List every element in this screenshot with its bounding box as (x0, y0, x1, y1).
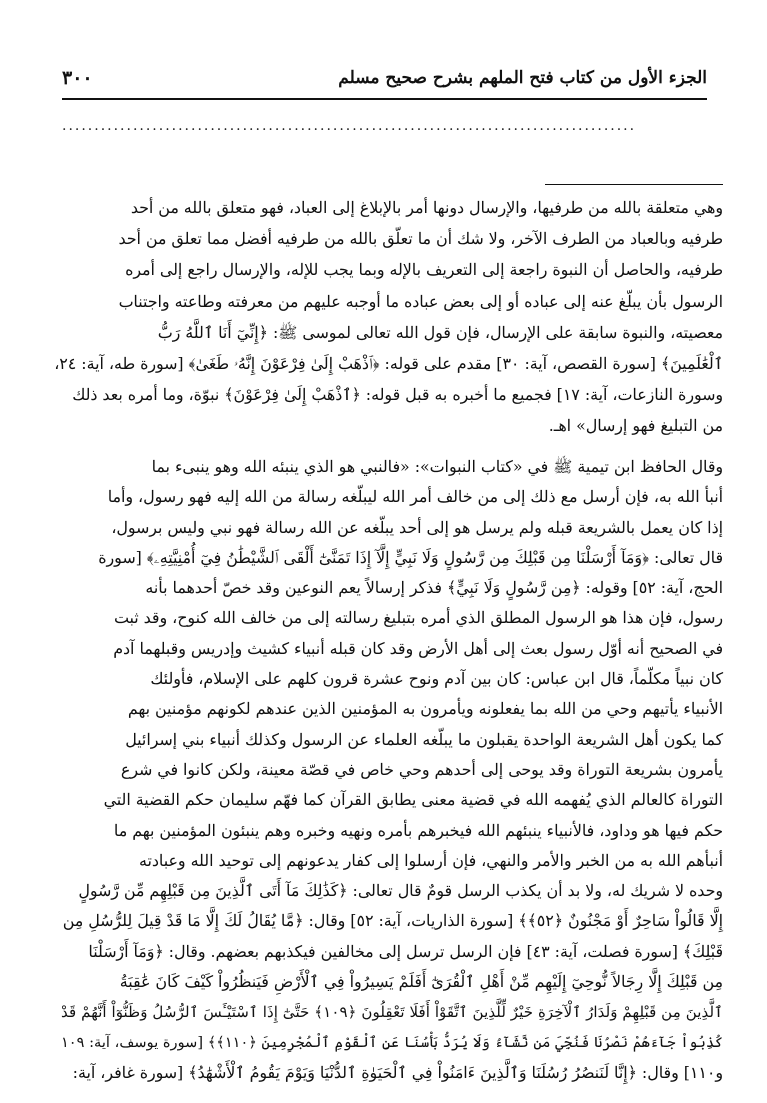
dotted-placeholder: ......................................................................................... (62, 118, 637, 134)
text-line: التوراة كالعالم الذي يُفهمه الله في قضية معنى يطابق القرآن كما فهّم سليمان حكم القضية التي (103, 790, 723, 810)
running-title: الجزء الأول من كتاب فتح الملهم بشرح صحيح مسلم (338, 68, 707, 88)
text-line: طرفيه وبالعباد من الطرف الآخر، ولا شك أن ما تعلّق بالله من طرفيه أفضل مما تعلق من أحد (118, 229, 723, 249)
text-line: وهي متعلقة بالله من طرفيها، والإرسال دونها أمر بالإبلاغ إلى العباد، فهو متعلق بالله من أحد (130, 198, 723, 217)
text-line: طرفيه، والحاصل أن النبوة راجعة إلى التعريف بالإله وبما يجب للإله، والإرسال راجع إلى أمره (125, 260, 723, 280)
text-line: وحده لا شريك له، ولا بد أن يكذب الرسل قومٌ قال تعالى: ﴿كَذَٰلِكَ مَآ أَتَى ٱلَّذِينَ مِن قَبْلِهِم مِّن رَّسُولٍ (78, 881, 723, 901)
text-line: رسول، فإن هذا هو الرسول المطلق الذي أمره بتبليغ رسالته إلى من خالف الله كنوح، وقد ثبت (113, 608, 723, 628)
text-line: الرسول بأن يبلّغ عنه إلى عباده أو إلى بعض عباده ما أوجبه عليهم من معرفته وطاعته واجتناب (118, 291, 723, 311)
text-line: وسورة النازعات، آية: ١٧] فجميع ما أخبره به قبل قوله: ﴿ٱذْهَبْ إِلَىٰ فِرْعَوْنَ﴾ نبوّة، وما أمره بعد ذلك (72, 385, 723, 405)
text-line: كُذِبُواْ جَآءَهُمْ نَصْرُنَا فَنُجِّيَ مَن نَّشَآءُ وَلَا يُرَدُّ بَأْسُنَا عَنِ ٱلْقَوْمِ ٱلْمُجْرِمِينَ ﴿١١٠﴾﴾ [سورة يوسف، آية: ١٠٩ (60, 1033, 723, 1051)
separator-line (545, 184, 723, 185)
text-line: حكم فيها هو وداود، فالأنبياء ينبئهم الله فيخبرهم بأمره ونهيه وخبره وهم ينبئون المؤمنين بهم ما (113, 820, 723, 840)
text-line: إِلَّا قَالُواْ سَاحِرٌ أَوْ مَجْنُونٌ ﴿٥٢﴾﴾ [سورة الذاريات، آية: ٥٢] وقال: ﴿مَّا يُقَالُ لَكَ إِلَّا مَا قَدْ قِيلَ لِلرُّسُلِ مِن (62, 911, 723, 931)
paragraph-1 (50, 192, 723, 442)
paragraph-2 (50, 452, 723, 1088)
text-line: وقال الحافظ ابن تيمية ﷺ في «كتاب النبوات»: «فالنبي هو الذي ينبئه الله وهو ينبىء بما (151, 457, 723, 476)
text-line: ٱلْعَٰلَمِينَ﴾ [سورة القصص، آية: ٣٠] مقدم على قوله: ﴿ٱذْهَبْ إِلَىٰ فِرْعَوْنَ إِنَّهُۥ طَغَىٰ﴾ [سورة طه، آية: ٢٤، (54, 353, 723, 373)
text-line: يأمرون بشريعة التوراة وقد يوحى إلى أحدهم وحي خاص في قصّة معينة، ولكن كانوا في شرع (120, 759, 723, 779)
text-line: في الصحيح أنه أوّل رسول بعث إلى أهل الأرض وقد كان قبله أنبياء كشيث وإدريس وقبلهما آدم (113, 638, 723, 658)
text-line: الأنبياء يأتيهم وحي من الله بما يفعلونه ويأمرون به المؤمنين الذين عندهم لكونهم مؤمنين بهم (127, 699, 723, 719)
text-line: أنبأ الله به، فإن أرسل مع ذلك إلى من خالف أمر الله ليبلّغه رسالة من الله إليه فهو رسول، وأما (107, 487, 723, 507)
text-line: معصيته، والنبوة سابقة على الإرسال، فإن قول الله تعالى لموسى ﷺ: ﴿إِنِّيٓ أَنَا ٱللَّهُ رَبُّ (157, 322, 723, 342)
text-line: كما يكون أهل الشريعة الواحدة يقبلون ما يبلّغه العلماء عن الرسول وكذلك أنبياء بني إسرائيل (125, 729, 723, 749)
text-line: قَبْلِكَ﴾ [سورة فصلت، آية: ٤٣] فإن الرسل ترسل إلى مخالفين فيكذبهم بعضهم. وقال: ﴿وَمَآ أَرْسَلْنَا (88, 941, 723, 961)
text-line: و١١٠] وقال: ﴿إِنَّا لَنَنصُرُ رُسُلَنَا وَٱلَّذِينَ ءَامَنُواْ فِي ٱلْحَيَوٰةِ ٱلدُّنْيَا وَيَوْمَ يَقُومُ ٱلْأَشْهَٰدُ﴾ [سورة غافر، آية: (72, 1062, 723, 1082)
text-line: كان نبياً مكلّماً، قال ابن عباس: كان بين آدم ونوح عشرة قرون كلهم على الإسلام، فأولئك (150, 669, 723, 689)
text-line: مِن قَبْلِكَ إِلَّا رِجَالاً نُّوحِيٓ إِلَيْهِم مِّنْ أَهْلِ ٱلْقُرَىٰٓ أَفَلَمْ يَسِيرُواْ فِي ٱلْأَرْضِ فَيَنظُرُواْ كَيْفَ كَانَ عَٰقِبَةُ (119, 972, 723, 992)
text-line: قال تعالى: ﴿وَمَآ أَرْسَلْنَا مِن قَبْلِكَ مِن رَّسُولٍ وَلَا نَبِيٍّ إِلَّآ إِذَا تَمَنَّىٰٓ أَلْقَى ٱلشَّيْطَٰنُ فِيٓ أُمْنِيَّتِهِۦ﴾ [سورة (98, 547, 723, 567)
text-line: الحج، آية: ٥٢] وقوله: ﴿مِن رَّسُولٍ وَلَا نَبِيٍّ﴾ فذكر إرسالاً يعم النوعين وقد خصّ أحدهما بأنه (145, 578, 723, 598)
page-header (62, 58, 707, 100)
text-line: إذا كان يعمل بالشريعة قبله ولم يرسل هو إلى أحد يبلّغه عن الله رسالة فهو نبي وليس برسول، (111, 517, 723, 537)
page-number: ٣٠٠ (62, 67, 93, 89)
text-line: من التبليغ فهو إرسال» اهـ. (548, 416, 723, 436)
text-line: أنبأهم الله به من الخبر والأمر والنهي، فإن أرسلوا إلى كفار يدعونهم إلى توحيد الله وعبادته (139, 850, 723, 870)
text-line: ٱلَّذِينَ مِن قَبْلِهِمْ وَلَدَارُ ٱلْآخِرَةِ خَيْرٌ لِّلَّذِينَ ٱتَّقَوْاْ أَفَلَا تَعْقِلُونَ ﴿١٠٩﴾ حَتَّىٰٓ إِذَا ٱسْتَيْـَٔسَ ٱلرُّسُلُ وَظَنُّوٓاْ أَنَّهُمْ قَدْ (61, 1003, 723, 1022)
